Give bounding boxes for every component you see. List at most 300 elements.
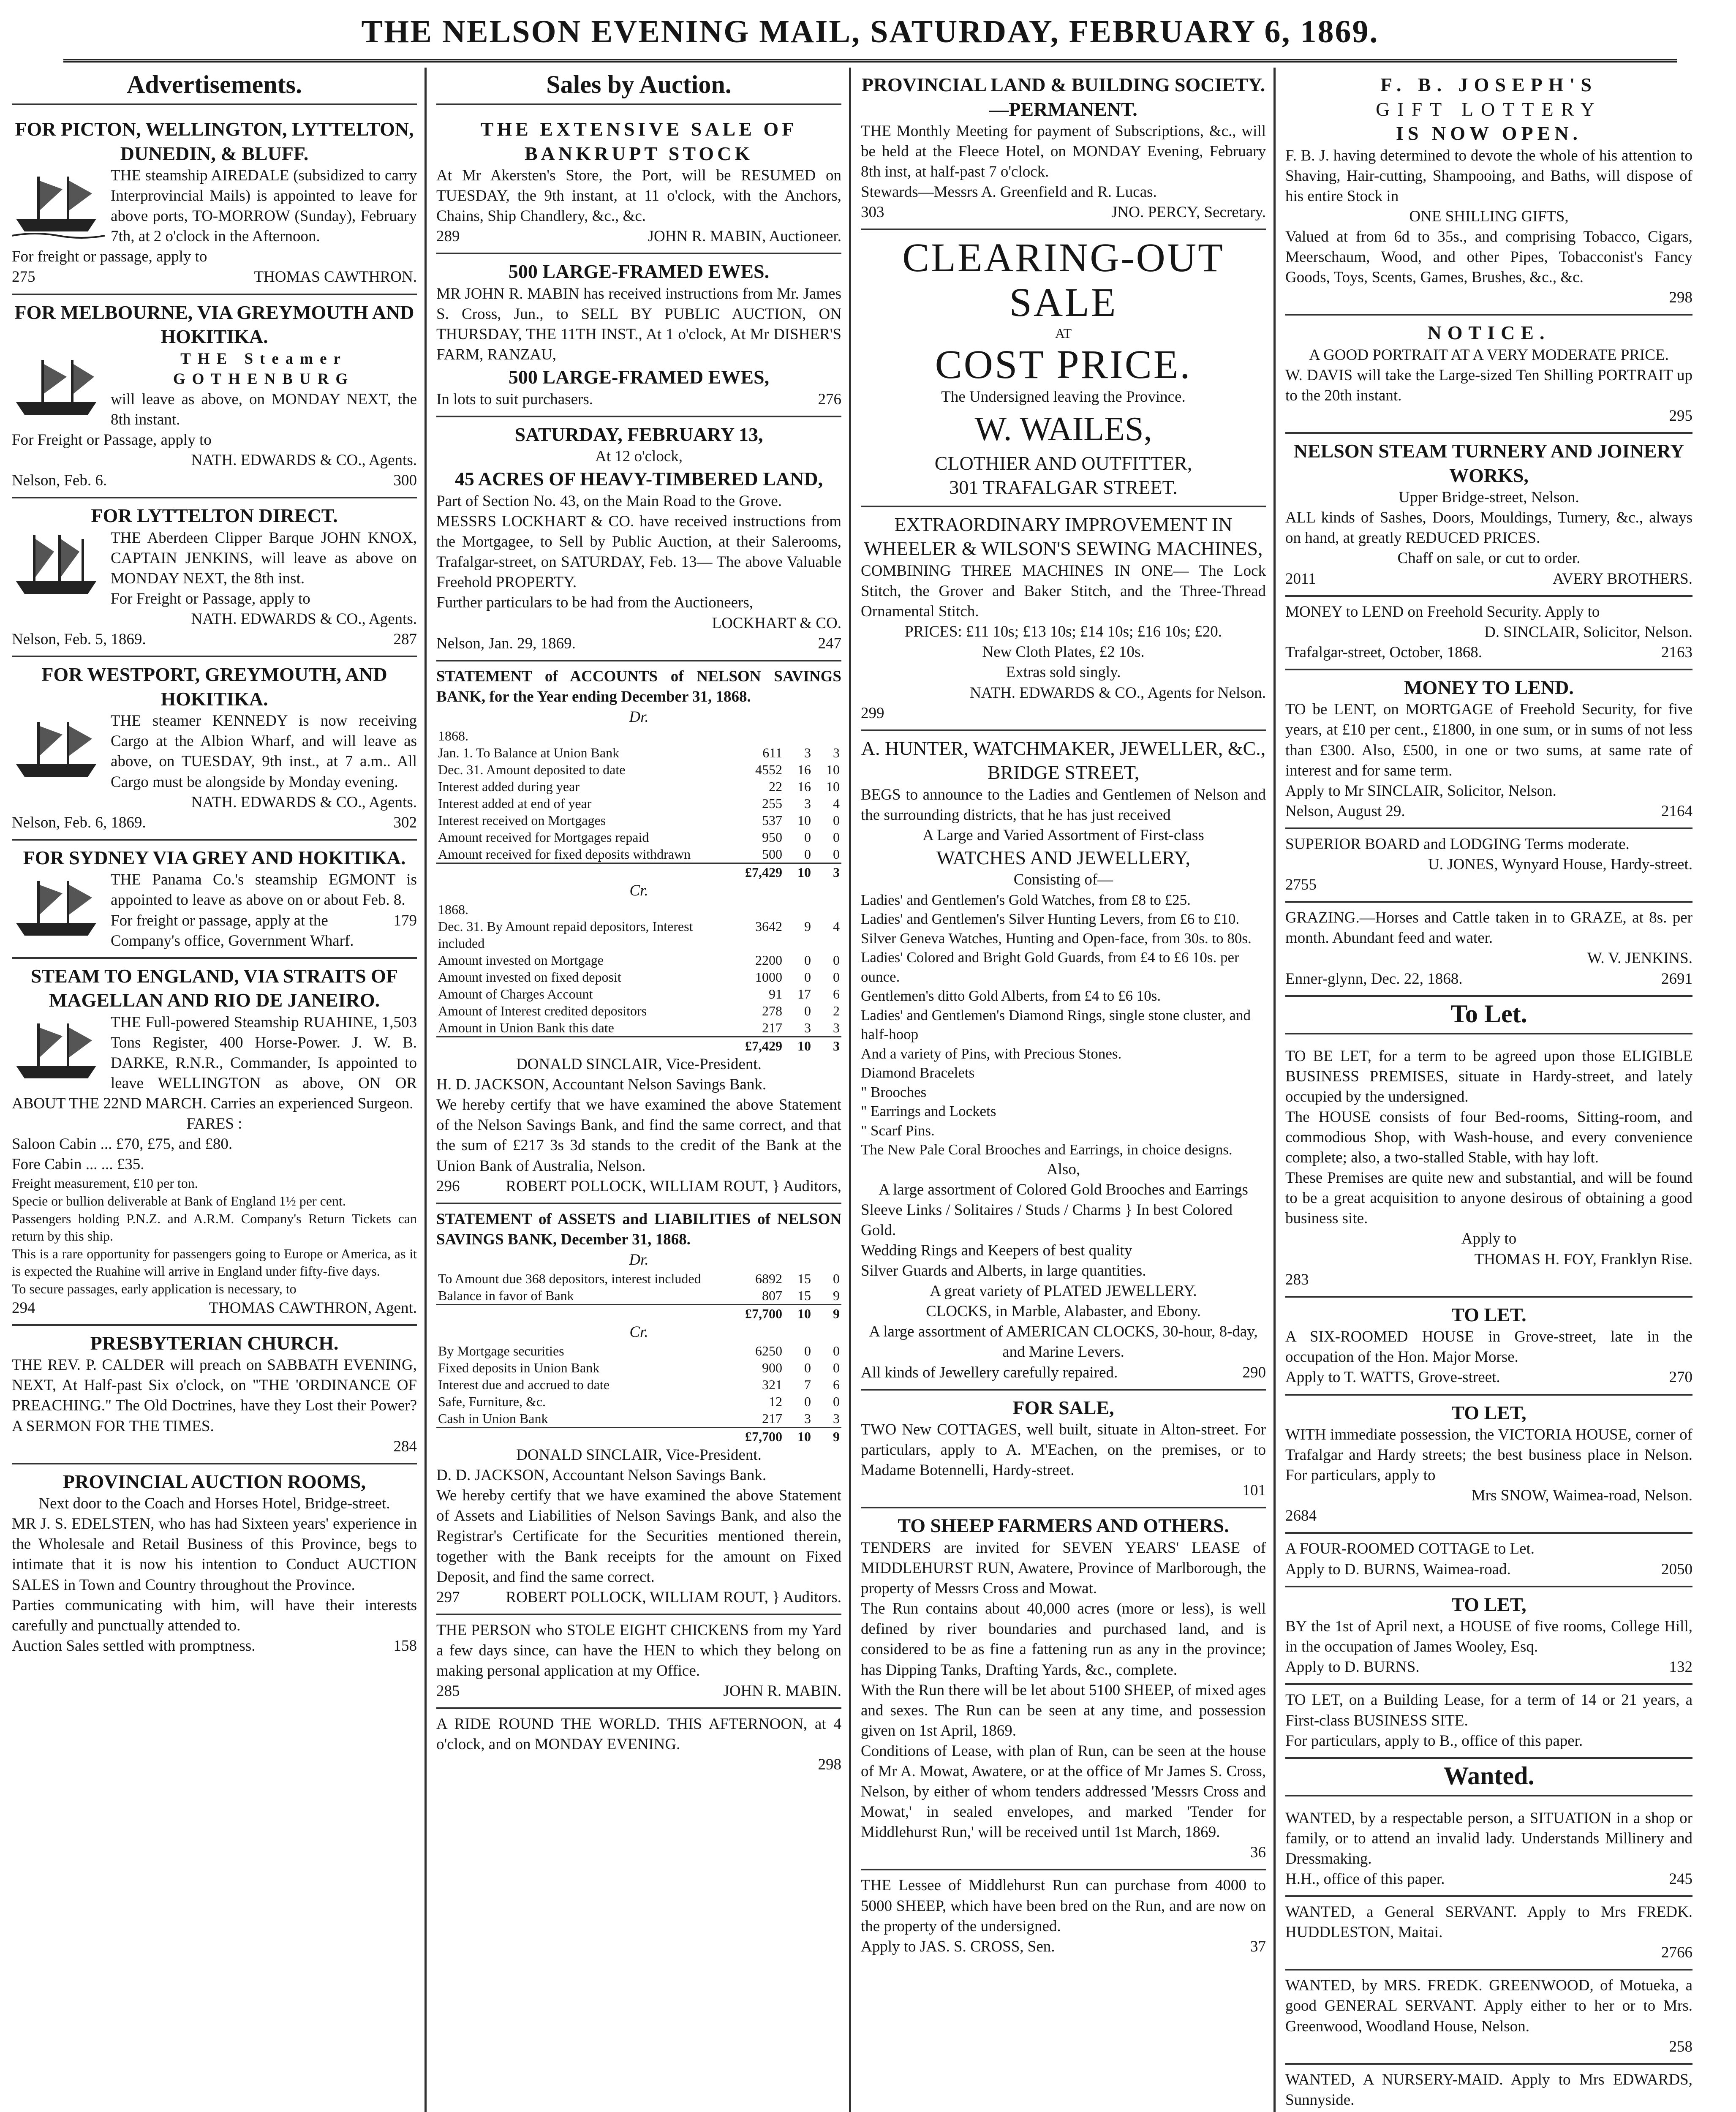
ad-body: WANTED, a General SERVANT. Apply to Mrs FREDK. HUDDLESTON, Maitai.: [1285, 1903, 1692, 1941]
ad-picton: [12, 112, 417, 295]
ad-england: [12, 959, 417, 1326]
ad-body: TO BE LET, for a term to be agreed upon those ELIGIBLE BUSINESS PREMISES, situate in Hardy-street, and lately occupied by the undersigned.: [1285, 1047, 1692, 1105]
steamship-icon: [12, 713, 105, 785]
ad-title: A. HUNTER, WATCHMAKER, JEWELLER, &C., BRIDGE STREET,: [861, 737, 1266, 784]
ad-ride: [436, 1709, 841, 1781]
row-amount: 0: [833, 1343, 840, 1359]
row-amount: 0: [833, 969, 840, 985]
ad-number: 300: [393, 472, 417, 490]
ad-title: STATEMENT of ACCOUNTS of NELSON SAVINGS BANK, for the Year ending December 31, 1868.: [436, 667, 841, 705]
ad-agent: D. SINCLAIR, Solicitor, Nelson.: [1484, 623, 1692, 641]
ad-agent: AVERY BROTHERS.: [1552, 570, 1692, 588]
row-amount: 611: [762, 745, 782, 760]
row-amount: 22: [769, 778, 782, 794]
table-row: [436, 1359, 841, 1376]
row-amount: 0: [833, 1360, 840, 1376]
ad-lyttelton: [12, 498, 417, 657]
ad-board-lodging: [1285, 829, 1692, 903]
ad-clearing-sale: [861, 230, 1266, 507]
ad-apply: For Freight or Passage, apply to: [12, 431, 212, 449]
ad-body: SUPERIOR BOARD and LODGING Terms moderate.: [1285, 835, 1630, 853]
table-row: [436, 829, 841, 846]
ad-title: FOR LYTTELTON DIRECT.: [91, 505, 338, 527]
ad-number: 276: [818, 390, 841, 408]
ad-body: TO be LENT, on MORTGAGE of Freehold Security, for five years, at £10 per cent., £1800, in one sum, or in sums of not less than £300. Also, £500, in one or two sums, at same rate of interest and for same term.: [1285, 701, 1692, 779]
ad-body: THE steamer KENNEDY is now receiving Cargo at the Albion Wharf, and will leave as above, on TUESDAY, 9th inst., at 7 a.m.. All Cargo must be alongside by Monday evening.: [111, 712, 417, 791]
ad-to-let-college-hill: [1285, 1587, 1692, 1685]
ad-body: WANTED, by MRS. FREDK. GREENWOOD, of Motueka, a good GENERAL SERVANT. Apply either to her or to Mrs. Greenwood, Woodland House, Nelson.: [1285, 1977, 1692, 2035]
list-item: Ladies' and Gentlemen's Gold Watches, from £8 to £25.: [861, 891, 1191, 908]
table-total-row: [436, 1428, 841, 1445]
row-label: Interest due and accrued to date: [438, 1377, 610, 1393]
ad-gifts: ONE SHILLING GIFTS,: [1409, 207, 1569, 225]
ad-number: 2163: [1661, 643, 1692, 661]
row-amount: [784, 727, 813, 744]
table-row: [436, 1376, 841, 1393]
ad-title: PROVINCIAL LAND & BUILDING SOCIETY.—PERMANENT.: [861, 74, 1265, 120]
ad-agent: JOHN R. MABIN, Auctioneer.: [648, 228, 841, 245]
ad-title: TO LET.: [1451, 1304, 1526, 1325]
table-row: [436, 1342, 841, 1359]
ad-body: THE steamship AIREDALE (subsidized to carry Interprovincial Mails) is appointed to leave for above ports, TO-MORROW (Sunday), February 7th, at 2 o'clock in the Afternoon.: [111, 167, 417, 245]
ad-chaff: Chaff on sale, or cut to order.: [1397, 550, 1581, 567]
ad-auction-rooms: [12, 1464, 417, 1662]
ad-title: GIFT LOTTERY: [1376, 98, 1602, 120]
row-label: Amount of Charges Account: [438, 986, 593, 1002]
ad-building-lease: [1285, 1685, 1692, 1758]
cr-label: Cr.: [629, 882, 648, 899]
table-total-row: [436, 1305, 841, 1323]
ad-body: The Undersigned leaving the Province.: [941, 388, 1186, 406]
ad-agent: LOCKHART & CO.: [712, 614, 841, 632]
total-cell: £7,700: [743, 1428, 784, 1445]
row-amount: 6: [833, 1377, 840, 1393]
table-row: [436, 985, 841, 1002]
row-amount: 321: [762, 1377, 782, 1393]
total-cell: 10: [784, 863, 813, 881]
ad-number: 258: [1669, 2038, 1692, 2055]
table-row: [436, 918, 841, 952]
ad-agent: W. V. JENKINS.: [1587, 950, 1692, 967]
ad-body: Part of Section No. 43, on the Main Road to the Grove.: [436, 492, 782, 510]
ad-number: 247: [818, 634, 841, 652]
table-row: [436, 761, 841, 778]
row-amount: 10: [826, 778, 840, 794]
ad-money-lend-2: [1285, 670, 1692, 829]
row-amount: 537: [762, 812, 782, 828]
ad-number: 2011: [1285, 570, 1316, 588]
row-amount: 4: [833, 919, 840, 934]
merchant-name: W. WAILES,: [974, 410, 1152, 448]
total-cell: 9: [813, 1305, 841, 1323]
ad-title: STATEMENT of ASSETS and LIABILITIES of NELSON SAVINGS BANK, December 31, 1868.: [436, 1210, 841, 1248]
ad-sydney: [12, 841, 417, 959]
row-label: Jan. 1. To Balance at Union Bank: [438, 745, 620, 760]
ad-steam-turnery: [1285, 434, 1692, 596]
steamship-icon: [12, 1015, 105, 1087]
section-heading: Wanted.: [1285, 1759, 1692, 1796]
ad-body: MR JOHN R. MABIN has received instructions from Mr. James S. Cross, Jun., to SELL BY PUBLIC AUCTION, ON THURSDAY, THE 11TH INST., At 1 o'clock, At Mr DISHER'S FARM, RANZAU,: [436, 285, 841, 364]
ad-title: TO LET,: [1451, 1593, 1526, 1615]
row-amount: 15: [797, 1271, 811, 1286]
steamship-icon: [12, 872, 105, 944]
ad-number: 158: [393, 1637, 417, 1655]
ad-subtitle: At 12 o'clock,: [595, 448, 683, 465]
table-row: [436, 727, 841, 744]
table-total-row: [436, 863, 841, 881]
row-amount: 3642: [755, 919, 782, 934]
row-amount: 278: [762, 1003, 782, 1019]
total-cell: 10: [784, 1305, 813, 1323]
total-cell: [436, 1305, 743, 1323]
ad-agent: Mrs SNOW, Waimea-road, Nelson.: [1471, 1487, 1692, 1505]
ad-number: 287: [393, 631, 417, 648]
list-item: " Earrings and Lockets: [861, 1103, 996, 1120]
ad-place: Nelson, Feb. 6.: [12, 472, 107, 490]
ad-agent: U. JONES, Wynyard House, Hardy-street.: [1428, 856, 1692, 874]
assets-dr-table: [436, 1270, 841, 1322]
ad-number: 179: [393, 912, 417, 929]
row-amount: 3: [833, 745, 840, 760]
row-amount: [813, 727, 841, 744]
auditors: ROBERT POLLOCK, WILLIAM ROUT, } Auditors,: [506, 1177, 841, 1195]
ad-number: 284: [393, 1437, 417, 1455]
ad-apply: Apply to D. BURNS, Waimea-road.: [1285, 1560, 1511, 1578]
fare-fore: Fore Cabin ... ... £35.: [12, 1156, 144, 1173]
ad-gift-lottery: [1285, 68, 1692, 316]
row-amount: 0: [804, 846, 811, 862]
ad-agent: JNO. PERCY, Secretary.: [1111, 204, 1266, 221]
column-sales-by-auction: [429, 68, 851, 2112]
ad-place: Nelson, Feb. 5, 1869.: [12, 631, 146, 648]
row-amount: 15: [797, 1288, 811, 1303]
ad-notice-portrait: [1285, 316, 1692, 434]
row-amount: 0: [833, 829, 840, 845]
ad-number: 302: [393, 814, 417, 831]
row-label: Dec. 31. By Amount repaid depositors, Interest included: [438, 919, 693, 951]
ad-place: Trafalgar-street, October, 1868.: [1285, 643, 1482, 661]
signature: H. D. JACKSON, Accountant Nelson Savings Bank.: [436, 1076, 767, 1094]
fare-saloon: Saloon Cabin ... £70, £75, and £80.: [12, 1135, 233, 1153]
ad-body: GRAZING.—Horses and Cattle taken in to GRAZE, at 8s. per month. Abundant feed and water.: [1285, 909, 1692, 947]
row-amount: 6250: [755, 1343, 782, 1359]
ad-body: BEGS to announce to the Ladies and Gentlemen of Nelson and the surrounding districts, that he has just received: [861, 786, 1266, 824]
ad-to-let-grove: [1285, 1298, 1692, 1396]
ad-apply: For Freight or Passage, apply to: [111, 590, 310, 607]
ad-clocks: CLOCKS, in Marble, Alabaster, and Ebony.: [926, 1303, 1201, 1320]
ad-body: THE Monthly Meeting for payment of Subscriptions, &c., will be held at the Fleece Hotel, on MONDAY Evening, February 8th inst, at half-past 7 o'clock.: [861, 122, 1266, 181]
row-amount: 16: [797, 762, 811, 777]
signature: DONALD SINCLAIR, Vice-President.: [516, 1056, 762, 1073]
row-amount: 9: [804, 919, 811, 934]
table-row: [436, 969, 841, 985]
jewellery-list: [861, 890, 1266, 1159]
ad-foot: Auction Sales settled with promptness.: [12, 1637, 256, 1655]
total-cell: 3: [813, 863, 841, 881]
ad-wanted-servant: [1285, 1897, 1692, 1970]
total-cell: 10: [784, 1037, 813, 1055]
ad-lot-note: In lots to suit purchasers.: [436, 390, 593, 408]
ad-number: 37: [1250, 1938, 1266, 1955]
ad-number: 296: [436, 1177, 460, 1195]
ad-agent: THOMAS H. FOY, Franklyn Rise.: [1474, 1250, 1692, 1268]
ad-body: MESSRS LOCKHART & CO. have received instructions from the Mortgagee, to Sell by Public Auction, at their Salerooms, Trafalgar-street, on SATURDAY, Feb. 13— The above Valuable Freehold PROPERTY.: [436, 513, 841, 591]
ad-number: 298: [1669, 289, 1692, 307]
fares-heading: FARES :: [186, 1115, 242, 1133]
ad-note: Specie or bullion deliverable at Bank of England 1½ per cent.: [12, 1193, 346, 1209]
row-amount: 2200: [755, 953, 782, 968]
ad-cottage: [1285, 1534, 1692, 1587]
column-advertisements: [4, 68, 427, 2112]
ad-business-premises: [1285, 1041, 1692, 1298]
ad-number: 36: [1250, 1844, 1266, 1862]
list-item: Diamond Bracelets: [861, 1064, 975, 1081]
row-amount: 6892: [755, 1271, 782, 1286]
ad-rings: Sleeve Links / Solitaires / Studs / Charms } In best Colored Gold.: [861, 1201, 1233, 1239]
ad-melbourne: [12, 295, 417, 499]
ad-body: WANTED, by a respectable person, a SITUATION in a shop or family, or to attend an invalid lady. Understands Millinery and Dressmaking.: [1285, 1809, 1692, 1867]
row-label: 1868.: [438, 728, 468, 743]
total-cell: 10: [784, 1428, 813, 1445]
ad-place: Nelson, Feb. 6, 1869.: [12, 814, 146, 831]
ad-number: 245: [1669, 1870, 1692, 1888]
ad-number: 2684: [1285, 1507, 1317, 1525]
ad-number: 289: [436, 228, 460, 245]
ad-wanted-nursery-maid: [1285, 2065, 1692, 2112]
row-label: Amount of Interest credited depositors: [438, 1003, 647, 1019]
row-amount: 0: [804, 1003, 811, 1019]
cost-price-heading: COST PRICE.: [935, 342, 1192, 387]
ad-title: THE EXTENSIVE SALE OF BANKRUPT STOCK: [480, 118, 797, 164]
row-amount: 0: [833, 953, 840, 968]
ad-title: FOR SYDNEY VIA GREY AND HOKITIKA.: [23, 846, 406, 868]
ad-number: 2164: [1661, 802, 1692, 820]
ad-apply: For freight or passage, apply to: [12, 248, 207, 266]
table-row: [436, 1019, 841, 1037]
row-amount: 0: [804, 1343, 811, 1359]
page-title: THE NELSON EVENING MAIL, SATURDAY, FEBRUARY 6, 1869.: [361, 14, 1379, 49]
ad-body: THE Full-powered Steamship RUAHINE, 1,503 Tons Register, 400 Horse-Power. J. W. B. DARKE, R.N.R., Commander, Is appointed to leave WELLINGTON as above, ON OR ABOUT THE 22ND MARCH. Carries an experienced Surgeon.: [12, 1013, 417, 1113]
section-heading: Sales by Auction.: [436, 68, 841, 105]
ad-open: IS NOW OPEN.: [1396, 122, 1582, 144]
ad-subtitle: Upper Bridge-street, Nelson.: [1399, 489, 1579, 506]
list-item: Gentlemen's ditto Gold Alberts, from £4 to £6 10s.: [861, 988, 1161, 1004]
ad-title: FOR PICTON, WELLINGTON, LYTTELTON, DUNEDIN, & BLUFF.: [15, 118, 414, 164]
row-amount: 500: [762, 846, 782, 862]
ad-prices: PRICES: £11 10s; £13 10s; £14 10s; £16 10s; £20.: [904, 623, 1222, 641]
ad-body: will leave as above, on MONDAY NEXT, the 8th instant.: [111, 390, 417, 428]
row-amount: 0: [804, 953, 811, 968]
list-item: And a variety of Pins, with Precious Stones.: [861, 1045, 1122, 1062]
ad-body: THE Panama Co.'s steamship EGMONT is appointed to leave as above on or about Feb. 8.: [111, 871, 417, 909]
cr-label: Cr.: [629, 1323, 648, 1341]
ad-body: A SIX-ROOMED HOUSE in Grove-street, late in the occupation of the Hon. Major Morse.: [1285, 1328, 1692, 1366]
ad-value: Valued at from 6d to 35s., and comprising Tobacco, Cigars, Meerschaum, Wood, and other Pipes, Tobacconist's Fancy Goods, Toys, Scents, Games, Brushes, &c., &c.: [1285, 228, 1692, 286]
ad-number: [1285, 2110, 1692, 2112]
ad-sewing-machines: [861, 507, 1266, 731]
ad-wanted-situation: [1285, 1803, 1692, 1897]
ad-bankrupt-stock: [436, 112, 841, 254]
ad-number: 294: [12, 1299, 35, 1317]
total-cell: £7,429: [743, 1037, 784, 1055]
ad-body: At Mr Akersten's Store, the Port, will be RESUMED on TUESDAY, the 9th instant, at 11 o'clock, with the Anchors, Chains, Ship Chandlery, &c., &c.: [436, 167, 841, 225]
total-cell: [436, 863, 743, 881]
ad-note: To secure passages, early application is necessary, to: [12, 1281, 297, 1297]
table-row: [436, 901, 841, 918]
ad-number: 275: [12, 268, 35, 286]
dr-label: Dr.: [629, 1251, 649, 1268]
table-row: [436, 744, 841, 761]
total-cell: 9: [813, 1428, 841, 1445]
ad-body: The HOUSE consists of four Bed-rooms, Sitting-room, and commodious Shop, with Wash-house, and every convenience complete; also, a two-stalled Stable, with hay loft.: [1285, 1108, 1692, 1167]
ad-body: WANTED, A NURSERY-MAID. Apply to Mrs EDWARDS, Sunnyside.: [1285, 2071, 1692, 2109]
ad-body: Parties communicating with him, will have their interests carefully and punctually attended to.: [12, 1596, 417, 1634]
ad-hunter-jeweller: [861, 731, 1266, 1391]
row-amount: [813, 901, 841, 918]
table-row: [436, 795, 841, 812]
ad-savings-statement-accounts: [436, 661, 841, 1204]
signature: DONALD SINCLAIR, Vice-President.: [516, 1446, 762, 1464]
ad-repaired: All kinds of Jewellery carefully repaired.: [861, 1364, 1118, 1381]
merchant-address: 301 TRAFALGAR STREET.: [949, 476, 1178, 498]
row-label: Amount received for fixed deposits withdrawn: [438, 846, 691, 862]
ad-body: THE PERSON who STOLE EIGHT CHICKENS from my Yard a few days since, can have the HEN to which they belong on making personal application at my Office.: [436, 1621, 841, 1680]
barque-icon: [12, 531, 105, 602]
section-heading: To Let.: [1285, 997, 1692, 1034]
ad-number: 101: [1242, 1482, 1266, 1500]
row-amount: 17: [797, 986, 811, 1002]
row-amount: 0: [833, 1271, 840, 1286]
steamship-icon: [12, 351, 105, 423]
ad-body: W. DAVIS will take the Large-sized Ten Shilling PORTRAIT up to the 20th instant.: [1285, 366, 1692, 404]
ad-american: A large assortment of AMERICAN CLOCKS, 30-hour, 8-day, and Marine Levers.: [869, 1323, 1258, 1361]
ad-wedding: Wedding Rings and Keepers of best quality: [861, 1241, 1132, 1259]
ad-number: 299: [861, 704, 884, 722]
ad-body: ALL kinds of Sashes, Doors, Mouldings, Turnery, &c., always on hand, at greatly REDUCED PRICES.: [1285, 509, 1692, 547]
row-label: Interest added at end of year: [438, 795, 592, 811]
ad-body: WITH immediate possession, the VICTORIA HOUSE, corner of Trafalgar and Hardy streets; the best business place in Nelson. For particulars, apply to: [1285, 1426, 1692, 1484]
row-amount: 4: [833, 795, 840, 811]
ad-body: MONEY to LEND on Freehold Security. Apply to: [1285, 603, 1600, 621]
row-amount: 4552: [755, 762, 782, 777]
ad-number: 298: [818, 1756, 841, 1774]
ad-number: 297: [436, 1588, 460, 1606]
row-label: Cash in Union Bank: [438, 1411, 548, 1426]
table-row: [436, 778, 841, 795]
ad-body: Further particulars to be had from the Auctioneers,: [436, 594, 754, 612]
ad-body: The Run contains about 40,000 acres (more or less), is well defined by river boundaries and purchased land, and is considered to be as fine a fattening run as any in the province; has Dipping Tanks, Drafting Yards, &c., complete.: [861, 1600, 1266, 1679]
row-amount: [743, 727, 784, 744]
column-four: [1278, 68, 1700, 2112]
ad-body: F. B. J. having determined to devote the whole of his attention to Shaving, Hair-cutting, Shampooing, and Baths, will dispose of his entire Stock in: [1285, 147, 1692, 205]
ad-subtitle: Next door to the Coach and Horses Hotel, Bridge-street.: [38, 1495, 390, 1513]
ad-presbyterian: [12, 1326, 417, 1464]
ad-number: 295: [1669, 407, 1692, 425]
row-amount: [743, 901, 784, 918]
ad-plated: A great variety of PLATED JEWELLERY.: [930, 1282, 1197, 1300]
ad-number: 303: [861, 204, 884, 221]
ad-apply: Apply to: [1461, 1230, 1517, 1248]
row-amount: 3: [804, 1020, 811, 1036]
row-amount: 3: [804, 795, 811, 811]
ad-apply: For particulars, apply to B., office of this paper.: [1285, 1732, 1583, 1750]
row-amount: 16: [797, 778, 811, 794]
ad-number: 2691: [1661, 970, 1692, 988]
ad-apply: Apply to T. WATTS, Grove-street.: [1285, 1369, 1500, 1386]
ad-agent: JOHN R. MABIN.: [723, 1682, 841, 1700]
ad-grazing: [1285, 903, 1692, 996]
ad-note: Passengers holding P.N.Z. and A.R.M. Company's Return Tickets can return by this ship.: [12, 1211, 417, 1244]
row-label: Interest added during year: [438, 778, 580, 794]
auditors: ROBERT POLLOCK, WILLIAM ROUT, } Auditors.: [506, 1588, 841, 1606]
ad-title: MONEY TO LEND.: [1404, 676, 1574, 698]
ad-agent: NATH. EDWARDS & CO., Agents.: [191, 793, 417, 811]
clearing-heading: CLEARING-OUT SALE: [902, 235, 1224, 325]
ad-title: STEAM TO ENGLAND, VIA STRAITS OF MAGELLAN AND RIO DE JANEIRO.: [30, 965, 398, 1011]
row-label: To Amount due 368 depositors, interest included: [438, 1271, 701, 1286]
ad-place: Enner-glynn, Dec. 22, 1868.: [1285, 970, 1463, 988]
ad-title: EXTRAORDINARY IMPROVEMENT IN WHEELER & WILSON'S SEWING MACHINES,: [864, 513, 1263, 560]
row-amount: 3: [804, 745, 811, 760]
table-row: [436, 812, 841, 829]
row-amount: 10: [826, 762, 840, 777]
ad-sheep-farmers: [861, 1508, 1266, 1870]
ad-apply: For freight or passage, apply at the Company's office, Government Wharf.: [111, 912, 354, 950]
row-amount: 217: [762, 1411, 782, 1426]
ad-stewards: Stewards—Messrs A. Greenfield and R. Lucas.: [861, 183, 1157, 201]
row-amount: [784, 901, 813, 918]
total-cell: £7,700: [743, 1305, 784, 1323]
ad-title: FOR SALE,: [1012, 1396, 1114, 1418]
steamship-icon: [12, 168, 105, 240]
total-cell: 3: [813, 1037, 841, 1055]
accounts-cr-table: [436, 901, 841, 1054]
ad-lot: 500 LARGE-FRAMED EWES,: [508, 366, 770, 388]
ad-title: PRESBYTERIAN CHURCH.: [90, 1332, 339, 1354]
dr-label: Dr.: [629, 708, 649, 726]
ad-to-let-victoria: [1285, 1396, 1692, 1534]
row-label: Amount in Union Bank this date: [438, 1020, 614, 1036]
ad-body: THE Aberdeen Clipper Barque JOHN KNOX, CAPTAIN JENKINS, will leave as above on MONDAY NEXT, the 8th inst.: [111, 529, 417, 587]
ad-savings-statement-assets: [436, 1204, 841, 1615]
ad-money-lend-1: [1285, 597, 1692, 670]
row-amount: 10: [797, 812, 811, 828]
ad-apply: H.H., office of this paper.: [1285, 1870, 1445, 1888]
ad-body: A FOUR-ROOMED COTTAGE to Let.: [1285, 1540, 1535, 1558]
row-label: Dec. 31. Amount deposited to date: [438, 762, 626, 777]
accounts-dr-table: [436, 727, 841, 881]
total-cell: £7,429: [743, 863, 784, 881]
ad-number: 290: [1242, 1364, 1266, 1381]
table-row: [436, 1002, 841, 1019]
ad-number: 132: [1669, 1658, 1692, 1676]
table-row: [436, 846, 841, 863]
ad-extras: Extras sold singly.: [1006, 664, 1121, 681]
row-label: Fixed deposits in Union Bank: [438, 1360, 600, 1376]
ad-agent: NATH. EDWARDS & CO., Agents.: [191, 610, 417, 628]
merchant-trade: CLOTHIER AND OUTFITTER,: [934, 452, 1192, 474]
column-three: [853, 68, 1276, 2112]
ad-body: TENDERS are invited for SEVEN YEARS' LEASE of MIDDLEHURST RUN, Awatere, Province of Marlborough, the property of Messrs Cross and Mowat.: [861, 1539, 1266, 1598]
ad-for-sale: [861, 1391, 1266, 1509]
table-row: [436, 1393, 841, 1410]
row-amount: 6: [833, 986, 840, 1002]
row-amount: 3: [833, 1020, 840, 1036]
ad-agent: THOMAS CAWTHRON.: [254, 268, 417, 286]
row-label: Amount invested on Mortgage: [438, 953, 604, 968]
assets-cr-table: [436, 1342, 841, 1445]
ad-body: These Premises are quite new and substantial, and will be found to be a great acquisition to anyone desirous of obtaining a good business site.: [1285, 1169, 1692, 1227]
